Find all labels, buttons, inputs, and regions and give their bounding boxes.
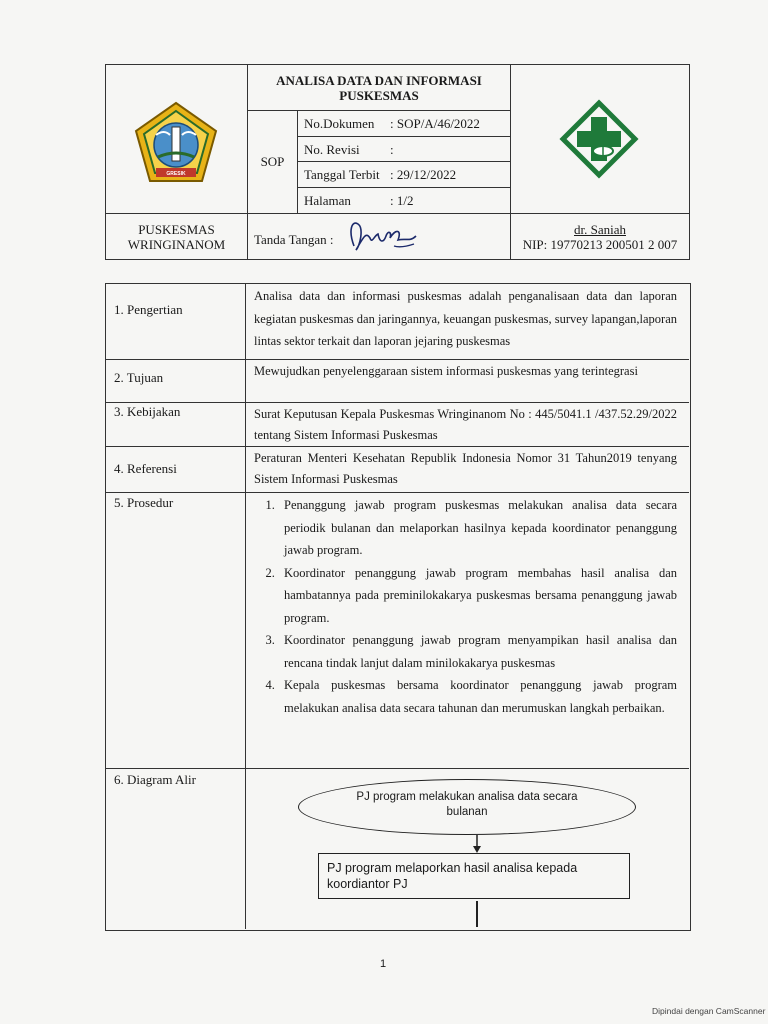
flow-start-ellipse [298,779,636,835]
procedure-step: 2. Koordinator penanggung jawab program membahas hasil analisa dan hambatannya pada preminilokakarya puskesmas bersama penanggung jawab program. [278,562,677,630]
section-referensi [106,447,689,493]
flow-start-line-2: bulanan [446,806,488,818]
signature-cell [248,214,510,260]
flow-connector-line [476,901,478,927]
official-name: dr. Saniah [574,222,626,237]
puskesmas-name [106,214,248,260]
meta-issue-date [298,162,510,188]
gresik-regency-logo [106,65,248,213]
section-text: Peraturan Menteri Kesehatan Republik Indonesia Nomor 31 Tahun2019 tenyang Sistem Informasi Puskesmas [254,451,677,486]
document-meta [298,111,510,213]
meta-label: Tanggal Terbit [304,167,380,182]
meta-doc-number [298,111,510,137]
meta-value: : 1/2 [390,192,414,208]
meta-label: No. Revisi [304,141,360,157]
title-line-2: PUSKESMAS [339,88,419,103]
header-middle [248,65,510,213]
section-text: Mewujudkan penyelenggaraan sistem informasi puskesmas yang terintegrasi [254,364,638,378]
title-line-1: ANALISA DATA DAN INFORMASI [276,73,482,88]
puskesmas-line-2: WRINGINANOM [127,237,226,252]
signature-label: Tanda Tangan : [254,232,334,247]
scanner-watermark: Dipindai dengan CamScanner [652,1006,766,1016]
sop-content-table [105,283,691,931]
section-label: 4. Referensi [106,447,246,492]
sop-header-table [105,64,690,260]
logo-caption: GRESIK [166,171,186,177]
procedure-step: 1. Penanggung jawab program puskesmas melakukan analisa data secara periodik bulanan dan melaporkan hasilnya kepada koordinator penanggung jawab program. [278,494,677,562]
sop-label: SOP [248,111,298,213]
section-text: Analisa data dan informasi puskesmas adalah penganalisaan data dan laporan kegiatan puskesmas dan jaringannya, keuangan puskesmas, survey lapangan,laporan lintas sektor terkait dan laporan jejaring puskesmas [254,289,677,348]
flow-box-line-1: PJ program melaporkan hasil analisa kepada [327,861,578,875]
meta-page [298,188,510,214]
section-label: 3. Kebijakan [106,403,246,446]
meta-revision [298,137,510,163]
gresik-emblem-icon [106,65,246,211]
meta-value: : 29/12/2022 [390,167,457,182]
section-kebijakan [106,403,689,447]
section-label: 6. Diagram Alir [106,769,246,929]
flow-arrow-down-icon [473,835,481,853]
section-label: 1. Pengertian [106,284,246,359]
section-tujuan [106,360,689,403]
meta-value: : SOP/A/46/2022 [390,116,480,131]
official-signatory [510,214,689,260]
puskesmas-cross-icon [511,65,688,211]
handwritten-signature [344,216,424,256]
procedure-steps [246,493,689,768]
official-nip: NIP: 19770213 200501 2 007 [522,237,678,252]
page-number: 1 [380,958,387,970]
puskesmas-line-1: PUSKESMAS [138,222,215,237]
meta-label: No.Dokumen [304,116,375,131]
flow-process-box [318,853,630,899]
meta-value: : [390,141,394,157]
meta-label: Halaman [304,192,351,208]
procedure-step: 3. Koordinator penanggung jawab program menyampikan hasil analisa dan rencana tindak lanjut dalam minilokakarya puskesmas [278,629,677,674]
puskesmas-logo [510,65,689,213]
flow-box-line-2: koordiantor PJ [327,877,408,891]
procedure-step: 4. Kepala puskesmas bersama koordinator penanggung jawab program melakukan analisa data secara tahunan dan merumuskan langkah perbaikan. [278,674,677,719]
document-title [248,65,510,111]
section-text: Surat Keputusan Kepala Puskesmas Wringinanom No : 445/5041.1 /437.52.29/2022 tentang Sistem Informasi Puskesmas [254,407,677,442]
section-label: 5. Prosedur [106,493,246,768]
section-label: 2. Tujuan [106,360,246,402]
header-bottom-row [106,213,689,259]
section-prosedur [106,493,689,769]
section-pengertian [106,284,689,360]
flow-start-line-1: PJ program melakukan analisa data secara [356,791,578,803]
